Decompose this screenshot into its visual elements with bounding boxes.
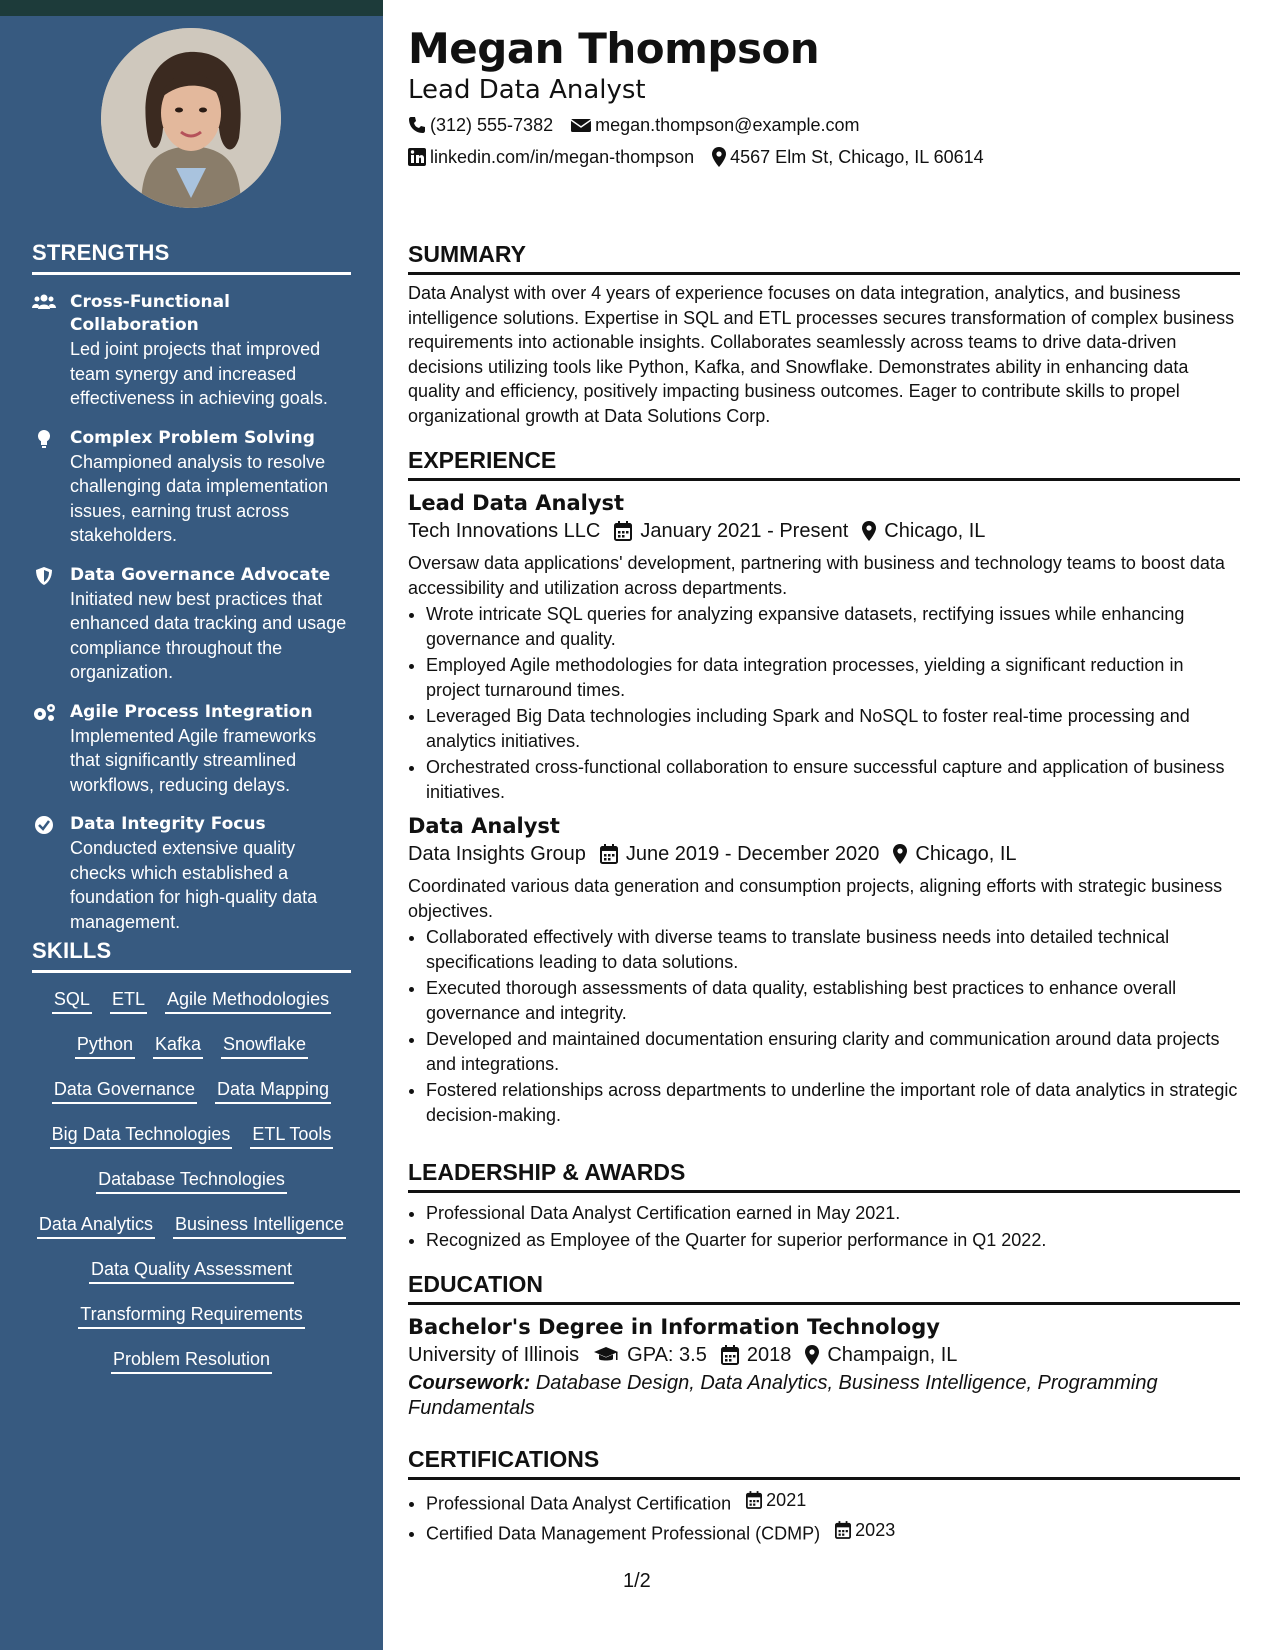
leadership-heading: LEADERSHIP & AWARDS <box>408 1158 1240 1193</box>
skill-tag: Agile Methodologies <box>165 987 331 1014</box>
cert-name: Certified Data Management Professional (CDMP) <box>426 1523 821 1543</box>
cert-year-text: 2023 <box>855 1519 896 1540</box>
coursework <box>408 1371 1240 1421</box>
skill-tag: Database Technologies <box>96 1167 287 1194</box>
job-title: Data Analyst <box>408 814 560 838</box>
skill-tag: ETL Tools <box>250 1122 333 1149</box>
job-entry <box>408 489 1240 804</box>
skill-tag: Python <box>75 1032 135 1059</box>
strength-title: Cross-Functional Collaboration <box>70 292 230 335</box>
list-item: • Recognized as Employee of the Quarter for superior performance in Q1 2022. <box>426 1228 1240 1253</box>
list-item <box>426 1518 1240 1546</box>
strength-text: Led joint projects that improved team synergy and increased effectiveness in achieving goals. <box>70 339 328 408</box>
job-location <box>862 517 985 545</box>
strength-item <box>32 813 351 934</box>
job-entry <box>408 812 1240 1127</box>
linkedin-contact <box>408 145 694 169</box>
experience-section <box>408 446 1240 1127</box>
sidebar <box>0 0 383 1650</box>
cert-year <box>835 1518 895 1543</box>
cert-name: Professional Data Analyst Certification <box>426 1493 732 1514</box>
skill-tag: SQL <box>52 987 92 1014</box>
graduation-cap-icon <box>593 1346 619 1364</box>
job-company: Data Insights Group <box>408 843 586 865</box>
school-name: University of Illinois <box>408 1344 580 1366</box>
check-circle-icon <box>32 815 56 835</box>
summary-text: Data Analyst with over 4 years of experience focuses on data integration, analytics, and business intelligence solutions. Expertise in SQL and ETL processes secures transformation of complex business requirements into actionable insights. Collaborates seamlessly across teams to drive data-driven decisions utilizing tools like Python, Kafka, and Snowflake. Demonstrates ability in enhancing data quality and efficiency, positively impacting business outcomes. Eager to contribute skills to propel organizational growth at Data Solutions Corp. <box>408 283 1235 426</box>
list-item: • Employed Agile methodologies for data integration processes, yielding a significant reduction in project turnaround times. <box>426 653 1240 702</box>
shield-icon <box>32 566 56 586</box>
strength-text: Implemented Agile frameworks that significantly streamlined workflows, reducing delays. <box>70 725 317 795</box>
job-bullets <box>408 925 1240 1127</box>
skill-tag: Data Governance <box>52 1077 197 1104</box>
job-dates-text: January 2021 - Present <box>640 520 849 542</box>
calendar-icon <box>600 844 618 864</box>
coursework-text: Database Design, Data Analytics, Business Intelligence, Programming Fundamentals <box>408 1372 1158 1419</box>
skill-tag: Business Intelligence <box>173 1212 346 1239</box>
skill-tag: Snowflake <box>221 1032 308 1059</box>
skill-tag: Kafka <box>153 1032 203 1059</box>
page-number: 1/2 <box>623 1570 651 1592</box>
strength-item <box>32 291 351 411</box>
map-pin-icon <box>893 844 907 864</box>
avatar <box>101 28 281 208</box>
calendar-icon <box>746 1491 762 1509</box>
job-title: Lead Data Analyst <box>408 491 625 515</box>
list-item: • Orchestrated cross-functional collaboration to ensure successful capture and application of business initiatives. <box>426 755 1240 804</box>
year-text: 2018 <box>746 1344 792 1366</box>
list-item: • Developed and maintained documentation ensuring clarity and communication around data projects and integrations. <box>426 1027 1240 1076</box>
list-item: • Leveraged Big Data technologies including Spark and NoSQL to foster real-time processing and analytics initiatives. <box>426 704 1240 753</box>
job-location <box>893 840 1016 868</box>
linkedin-icon <box>408 148 426 166</box>
address-contact <box>712 145 984 169</box>
lightbulb-icon <box>32 429 56 449</box>
education-heading: EDUCATION <box>408 1270 1240 1305</box>
skill-tag: Transforming Requirements <box>78 1302 304 1329</box>
map-pin-icon <box>862 521 876 541</box>
list-item: • Executed thorough assessments of data quality, establishing best practices to enhance overall governance and integrity. <box>426 976 1240 1025</box>
calendar-icon <box>721 1345 739 1365</box>
candidate-name: Megan Thompson <box>408 24 820 73</box>
strength-title: Data Integrity Focus <box>70 814 266 834</box>
strength-text: Initiated new best practices that enhanced data tracking and usage compliance throughout the organization. <box>70 588 347 682</box>
strength-text: Championed analysis to resolve challenging data implementation issues, earning trust across stakeholders. <box>70 451 329 545</box>
certifications-list <box>408 1488 1240 1546</box>
job-meta <box>408 840 1240 868</box>
contact-row-2 <box>408 145 1002 169</box>
skill-tag: Big Data Technologies <box>50 1122 233 1149</box>
linkedin-text[interactable]: linkedin.com/in/megan-thompson <box>430 147 695 167</box>
job-description: Coordinated various data generation and consumption projects, aligning efforts with strategic business objectives. <box>408 876 1223 921</box>
job-dates <box>614 517 848 545</box>
leadership-list <box>408 1201 1240 1252</box>
envelope-icon <box>571 117 591 133</box>
phone-text: (312) 555-7382 <box>430 115 554 135</box>
strength-item <box>32 427 351 548</box>
skill-tag: ETL <box>110 987 147 1014</box>
calendar-icon <box>835 1521 851 1539</box>
skill-tag: Data Mapping <box>215 1077 331 1104</box>
certifications-section <box>408 1445 1240 1546</box>
gpa-text: GPA: 3.5 <box>627 1344 707 1366</box>
job-dates-text: June 2019 - December 2020 <box>625 843 880 865</box>
education-section <box>408 1270 1240 1421</box>
email-contact <box>571 113 859 137</box>
list-item <box>426 1488 1240 1516</box>
job-bullets <box>408 602 1240 804</box>
strength-item <box>32 701 351 798</box>
location-text: Champaign, IL <box>827 1344 958 1366</box>
skill-tag: Data Analytics <box>37 1212 155 1239</box>
education-gpa <box>593 1341 707 1369</box>
list-item: • Wrote intricate SQL queries for analyzing expansive datasets, rectifying issues while enhancing governance and quality. <box>426 602 1240 651</box>
list-item: • Fostered relationships across departments to underline the important role of data analytics in strategic decision-making. <box>426 1078 1240 1127</box>
gears-icon <box>32 703 56 723</box>
map-pin-icon <box>712 147 726 167</box>
job-company: Tech Innovations LLC <box>408 520 601 542</box>
experience-heading: EXPERIENCE <box>408 446 1240 481</box>
list-item: • Collaborated effectively with diverse teams to translate business needs into detailed technical specifications leading to data solutions. <box>426 925 1240 974</box>
phone-icon <box>408 116 426 134</box>
skills-list <box>32 987 351 1374</box>
address-text: 4567 Elm St, Chicago, IL 60614 <box>730 147 984 167</box>
job-location-text: Chicago, IL <box>884 520 986 542</box>
degree-title: Bachelor's Degree in Information Technology <box>408 1315 940 1339</box>
strength-title: Data Governance Advocate <box>70 564 331 585</box>
candidate-title: Lead Data Analyst <box>408 75 646 105</box>
skills-heading: SKILLS <box>32 938 351 973</box>
map-pin-icon <box>805 1345 819 1365</box>
list-item: • Professional Data Analyst Certification earned in May 2021. <box>426 1201 1240 1226</box>
phone-contact <box>408 113 553 137</box>
leadership-section <box>408 1158 1240 1252</box>
contact-row-1 <box>408 113 878 137</box>
strengths-section <box>32 240 351 934</box>
education-year <box>721 1341 792 1369</box>
skills-section <box>32 938 351 1374</box>
strength-title: Complex Problem Solving <box>70 427 315 448</box>
cert-year-text: 2021 <box>766 1490 807 1510</box>
strength-text: Conducted extensive quality checks which established a foundation for high-quality data management. <box>70 838 318 932</box>
strength-item <box>32 564 351 685</box>
education-meta <box>408 1341 1240 1369</box>
job-location-text: Chicago, IL <box>915 843 1017 865</box>
strength-title: Agile Process Integration <box>70 701 313 722</box>
email-text[interactable]: megan.thompson@example.com <box>595 115 860 135</box>
job-dates <box>600 840 880 868</box>
sidebar-top-bar <box>0 0 383 16</box>
cert-year <box>746 1488 806 1513</box>
users-icon <box>32 293 56 313</box>
strengths-heading: STRENGTHS <box>32 240 351 275</box>
job-description: Oversaw data applications' development, partnering with business and technology teams to boost data accessibility and utilization across departments. <box>408 553 1225 598</box>
certifications-heading: CERTIFICATIONS <box>408 1445 1240 1480</box>
education-location <box>805 1341 957 1369</box>
calendar-icon <box>614 521 632 541</box>
summary-heading: SUMMARY <box>408 240 1240 275</box>
skill-tag: Problem Resolution <box>111 1347 272 1374</box>
coursework-label: Coursework: <box>408 1372 531 1394</box>
job-meta <box>408 517 1240 545</box>
summary-section <box>408 240 1240 428</box>
skill-tag: Data Quality Assessment <box>89 1257 294 1284</box>
